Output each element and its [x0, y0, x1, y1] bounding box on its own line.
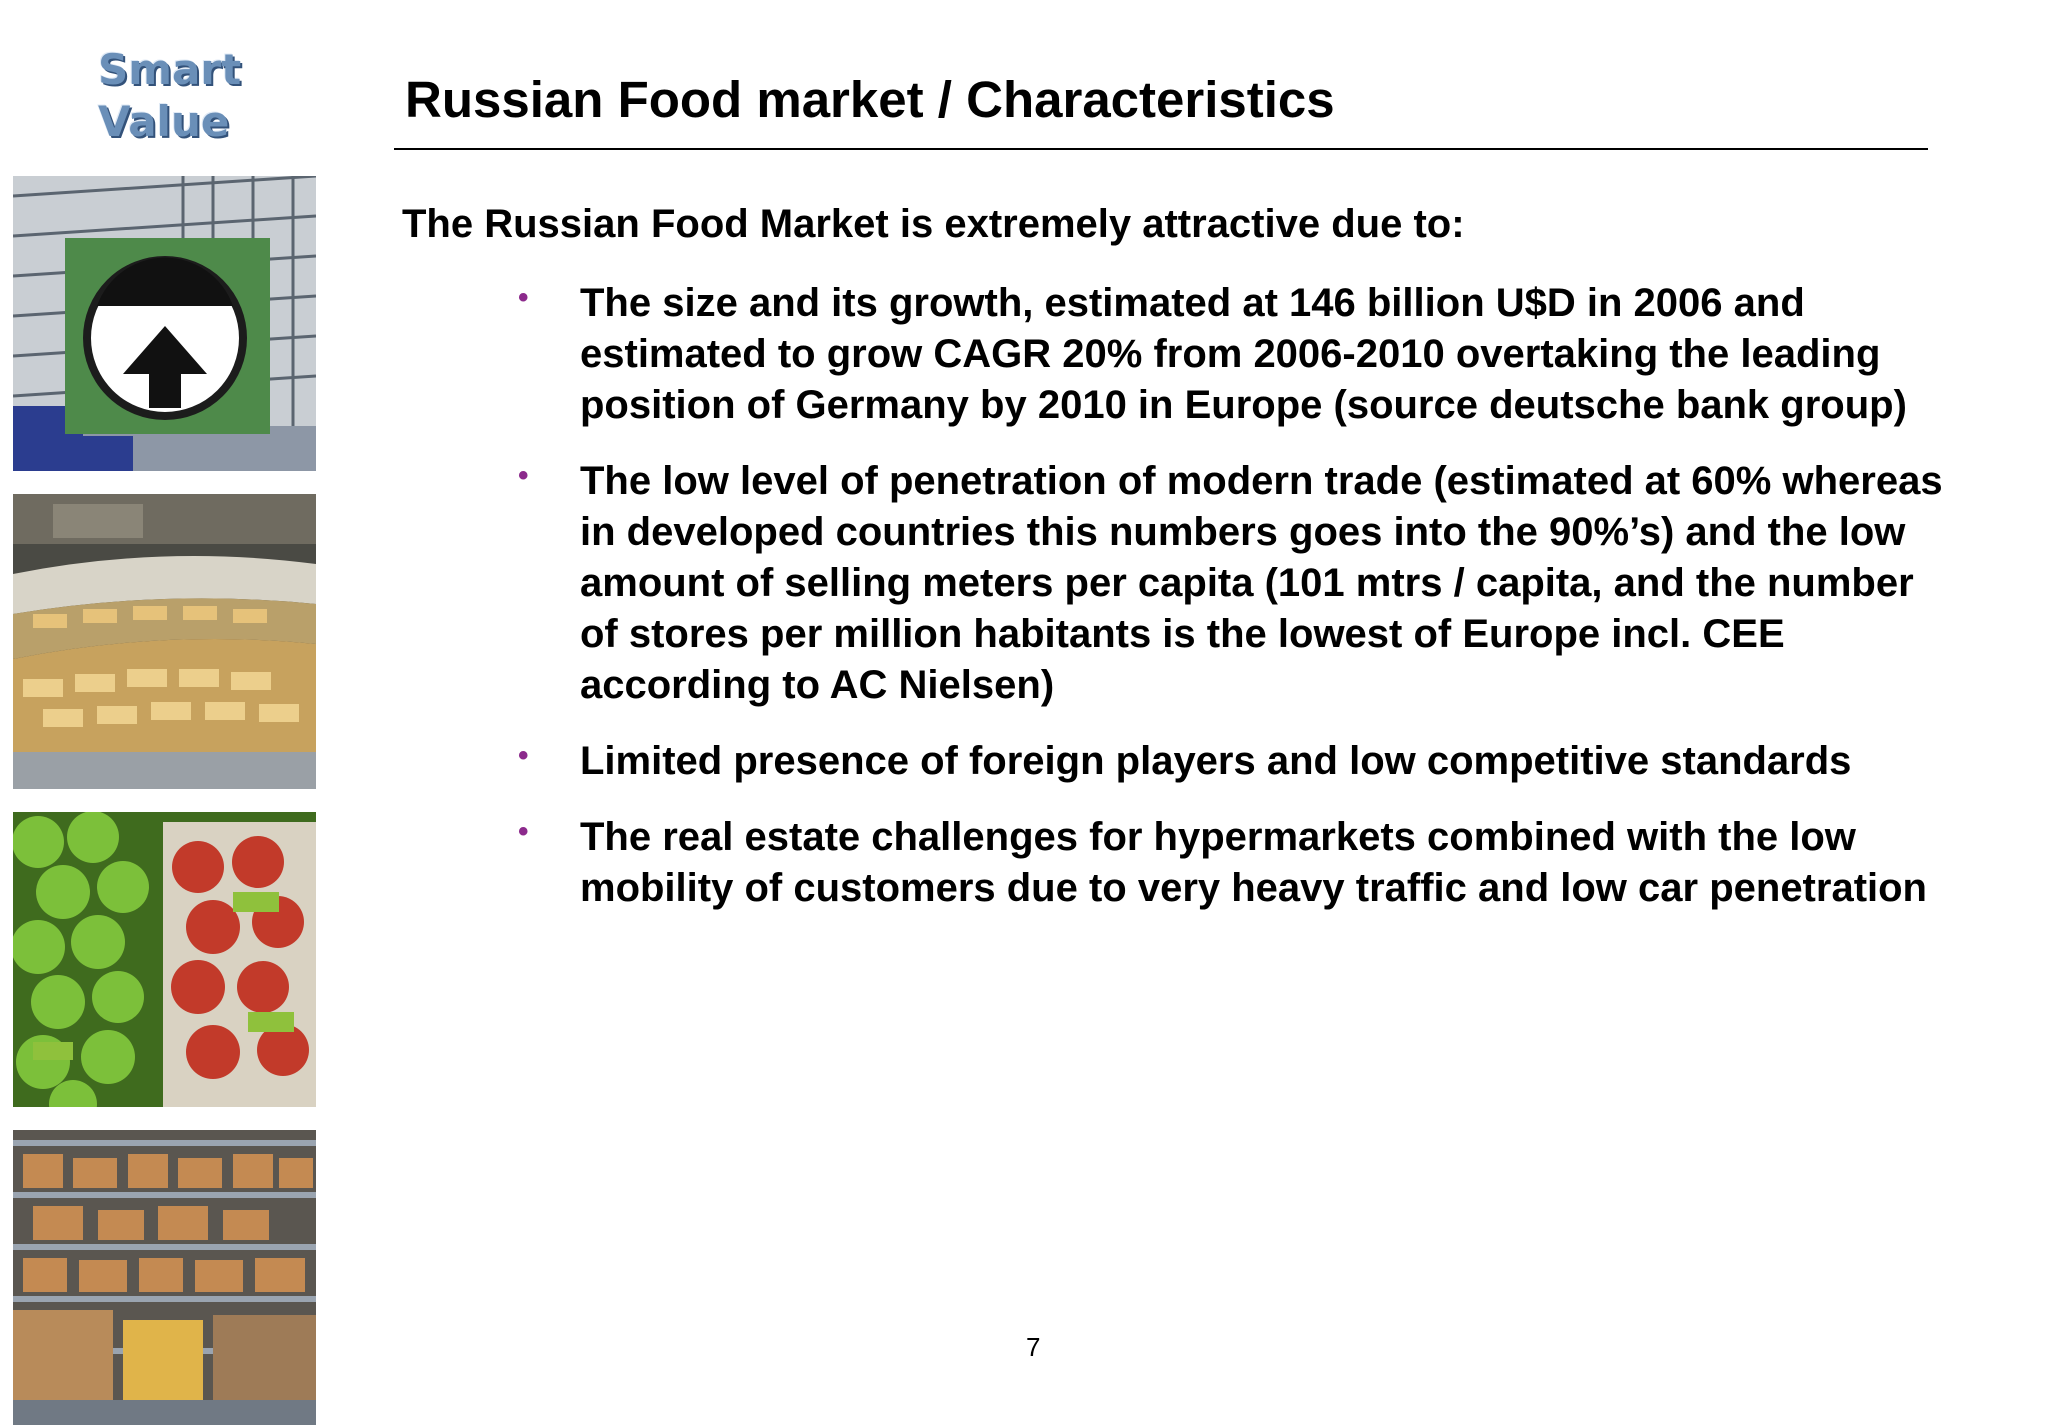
logo-line-2: Value — [98, 97, 230, 146]
bullet-dot-icon: • — [518, 281, 529, 314]
bullet-list — [518, 278, 1950, 939]
slide-title: Russian Food market / Characteristics — [405, 71, 1335, 128]
bakery-display-counter-photo — [13, 494, 316, 789]
intro-text: The Russian Food Market is extremely attractive due to: — [402, 202, 1465, 246]
bullet-dot-icon: • — [518, 459, 529, 492]
bullet-text: The size and its growth, estimated at 146 billion U$D in 2006 and estimated to grow CAGR 20% from 2006-2010 overtaking the leading position of Germany by 2010 in Europe (source deutsche bank group) — [580, 281, 1907, 427]
bullet-dot-icon: • — [518, 815, 529, 848]
bullet-item — [518, 456, 1950, 711]
logo-line-1: Smart — [98, 45, 242, 94]
bullet-text: Limited presence of foreign players and low competitive standards — [580, 739, 1852, 783]
bullet-text: The real estate challenges for hypermarkets combined with the low mobility of customers due to very heavy traffic and low car penetration — [580, 815, 1927, 910]
bullet-text: The low level of penetration of modern trade (estimated at 60% whereas in developed countries this numbers goes into the 90%’s) and the low amount of selling meters per capita (101 mtrs / capita, and the number of stores per million habitants is the lowest of Europe incl. CEE according to AC Nielsen) — [580, 459, 1943, 707]
bullet-item — [518, 736, 1950, 787]
bullet-item — [518, 812, 1950, 914]
bullet-dot-icon: • — [518, 739, 529, 772]
page-number: 7 — [1026, 1332, 1041, 1362]
store-sign-arrow-photo — [13, 176, 316, 471]
bullet-item — [518, 278, 1950, 431]
apples-produce-photo — [13, 812, 316, 1107]
smart-value-logo — [98, 44, 242, 148]
grocery-shelves-photo — [13, 1130, 316, 1425]
title-divider — [394, 148, 1928, 150]
